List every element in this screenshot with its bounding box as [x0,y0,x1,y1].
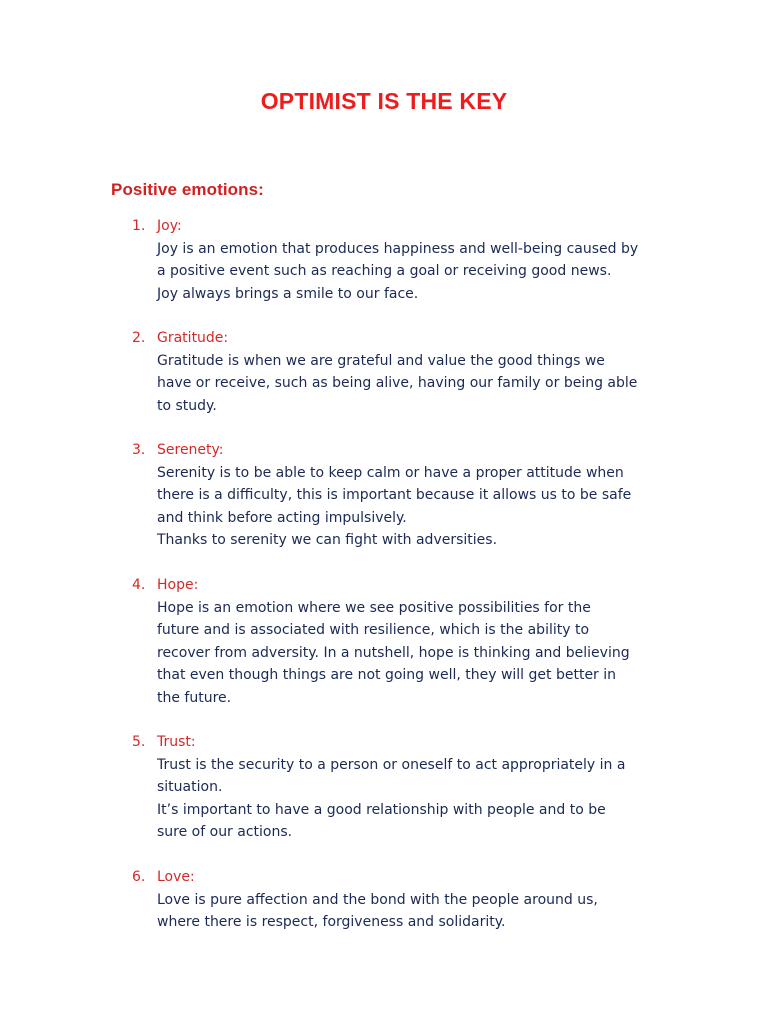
body-line: Thanks to serenity we can fight with adversities. [157,532,498,549]
body-line: situation. [157,779,223,796]
body-line: the future. [157,689,232,706]
item-number: 4. [132,577,146,593]
item-body [157,238,677,306]
item-body [157,462,677,552]
item-number: 2. [132,330,146,346]
item-body [157,597,677,710]
body-line: Gratitude is when we are grateful and value the good things we [157,352,605,369]
body-line: Serenity is to be able to keep calm or have a proper attitude when [157,464,624,481]
item-body [157,754,677,844]
body-line: sure of our actions. [157,824,293,841]
body-line: there is a difficulty, this is important because it allows us to be safe [157,487,632,504]
item-number: 3. [132,442,146,458]
body-line: Hope is an emotion where we see positive possibilities for the [157,599,591,616]
section-heading: Positive emotions: [111,180,264,199]
body-line: a positive event such as reaching a goal or receiving good news. [157,263,612,280]
document-title: OPTIMIST IS THE KEY [260,88,508,114]
item-label: Trust: [157,734,196,750]
item-label: Love: [157,869,195,885]
item-body [157,889,677,934]
body-line: future and is associated with resilience, which is the ability to [157,622,590,639]
item-number: 1. [132,218,146,234]
body-line: to study. [157,397,217,414]
body-line: have or receive, such as being alive, having our family or being able [157,375,638,392]
body-line: Love is pure affection and the bond with the people around us, [157,891,598,908]
item-label: Joy: [157,218,182,234]
item-body [157,350,677,418]
item-number: 5. [132,734,146,750]
body-line: and think before acting impulsively. [157,509,407,526]
item-label: Hope: [157,577,199,593]
body-line: recover from adversity. In a nutshell, hope is thinking and believing [157,644,630,661]
body-line: where there is respect, forgiveness and solidarity. [157,914,506,931]
body-line: Joy always brings a smile to our face. [157,285,419,302]
item-number: 6. [132,869,146,885]
body-line: It’s important to have a good relationship with people and to be [157,801,606,818]
body-line: Joy is an emotion that produces happiness and well-being caused by [157,240,639,257]
body-line: Trust is the security to a person or oneself to act appropriately in a [157,756,626,773]
body-line: that even though things are not going well, they will get better in [157,667,617,684]
item-label: Gratitude: [157,330,229,346]
item-label: Serenety: [157,442,224,458]
